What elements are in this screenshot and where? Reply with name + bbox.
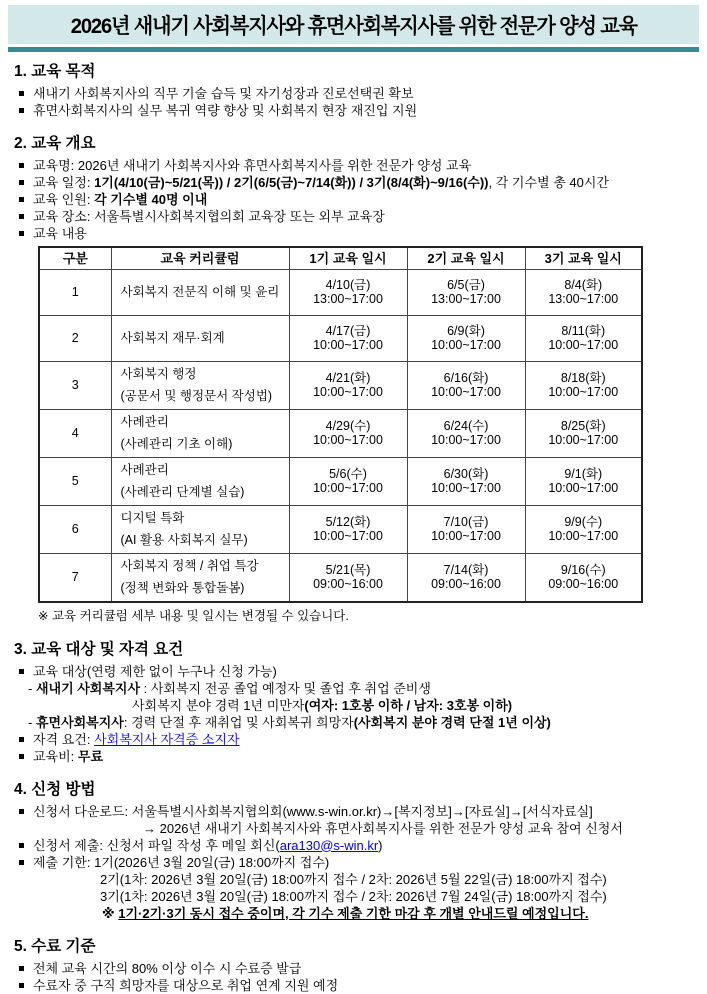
session-date: 9/9(수): [564, 514, 603, 529]
session-date: 7/10(금): [443, 514, 489, 529]
bullet-marker: [19, 91, 24, 96]
session-time: 13:00~17:00: [431, 292, 501, 306]
session-date: 8/4(화): [564, 277, 603, 292]
table-row: [39, 409, 642, 457]
col-header-session1: 1기 교육 일시: [289, 247, 407, 269]
session-date: 9/16(수): [560, 562, 606, 577]
download-cont-line: → 2026년 새내기 사회복지사와 휴면사회복지사를 위한 전문가 양성 교육 참여 신청서: [143, 820, 623, 836]
qualification-label: 자격 요건:: [33, 731, 95, 747]
section-eligibility-heading: 3. 교육 대상 및 자격 요건: [14, 640, 184, 658]
simultaneous-note-text: 1기·2기·3기 동시 접수 중이며, 각 기수 제출 기한 마감 후 개별 안내드릴 예정입니다.: [118, 905, 589, 921]
completion-item-1-text: 전체 교육 시간의 80% 이상 이수 시 수료증 발급: [33, 960, 302, 976]
row-number: 3: [39, 361, 111, 409]
session1-datetime: [289, 315, 407, 361]
session2-datetime: [407, 409, 525, 457]
row-number: 1: [39, 269, 111, 315]
session-time: 13:00~17:00: [313, 292, 383, 306]
curriculum-title: 사례관리: [120, 414, 169, 429]
session-time: 10:00~17:00: [548, 481, 619, 495]
email-link[interactable]: ara130@s-win.kr: [279, 837, 379, 853]
dash: -: [28, 714, 36, 730]
row-number: 6: [39, 505, 111, 553]
bullet-marker: [19, 843, 24, 848]
table-row: [39, 361, 642, 409]
table-header-row: [39, 247, 642, 269]
bullet-marker: [19, 108, 24, 113]
bullet-marker: [19, 737, 24, 742]
curriculum-title: 사회복지 행정: [120, 366, 197, 381]
schedule-label: 교육 일정:: [33, 175, 95, 190]
eligibility-target-text: 교육 대상(연령 제한 없이 누구나 신청 가능): [33, 663, 277, 679]
row-number: 5: [39, 457, 111, 505]
session1-datetime: [289, 553, 407, 602]
deadline-session2-line: 2기(1차: 2026년 3월 20일(금) 18:00까지 접수 / 2차: 2026년 5월 22일(금) 18:00까지 접수): [100, 871, 607, 887]
table-row: [39, 457, 642, 505]
schedule-dates: 1기(4/10(금)~5/21(목)) / 2기(6/5(금)~7/14(화)) / 3기(8/4(화)~9/16(수)): [94, 175, 489, 190]
session2-datetime: [407, 361, 525, 409]
session2-datetime: [407, 505, 525, 553]
purpose-item-2-text: 휴면사회복지사의 실무 복귀 역량 향상 및 사회복지 현장 재진입 지원: [33, 103, 418, 118]
deadline-session3-line: 3기(1차: 2026년 3월 20일(금) 18:00까지 접수 / 2차: 2026년 7월 24일(금) 18:00까지 접수): [100, 888, 607, 904]
note-mark: ※: [102, 905, 119, 921]
submit-line: [14, 837, 701, 854]
dormant-worker-line: [14, 714, 701, 731]
session-date: 6/5(금): [447, 277, 485, 292]
table-row: [39, 315, 642, 361]
session-time: 09:00~16:00: [313, 577, 383, 591]
curriculum-table: [38, 246, 643, 603]
dash: -: [28, 680, 36, 696]
session-time: 10:00~17:00: [431, 481, 501, 495]
session-time: 10:00~17:00: [313, 433, 383, 447]
col-header-curriculum: 교육 커리큘럼: [111, 247, 289, 269]
session1-datetime: [289, 361, 407, 409]
session-date: 7/14(화): [443, 562, 489, 577]
row-number: 4: [39, 409, 111, 457]
section-completion: [14, 937, 701, 994]
table-row: [39, 553, 642, 602]
bullet-marker: [19, 983, 24, 988]
section-application: [14, 780, 701, 922]
bullet-marker: [19, 231, 24, 236]
section-application-heading: 4. 신청 방법: [14, 780, 96, 798]
fee-text: [33, 748, 103, 765]
purpose-item-1-text: 새내기 사회복지사의 직무 기술 습득 및 자기성장과 진로선택권 확보: [33, 86, 414, 101]
curriculum-title: 디지털 특화: [120, 510, 185, 525]
curriculum-cell: [111, 505, 289, 553]
bullet-marker: [19, 197, 24, 202]
overview-capacity-text: [33, 191, 207, 208]
session-date: 8/11(화): [561, 323, 606, 338]
row-number: 7: [39, 553, 111, 602]
bullet-marker: [19, 163, 24, 168]
curriculum-change-note: ※ 교육 커리큘럼 세부 내용 및 일시는 변경될 수 있습니다.: [38, 608, 349, 623]
newbie-worker-cont-line: [14, 697, 701, 714]
session3-datetime: [525, 269, 642, 315]
col-header-session3: 3기 교육 일시: [525, 247, 642, 269]
session-time: 09:00~16:00: [431, 577, 501, 591]
curriculum-cell: [111, 409, 289, 457]
curriculum-cell: [111, 553, 289, 602]
capacity-value: 각 기수별 40명 이내: [94, 192, 208, 207]
purpose-item-2: [14, 102, 701, 119]
session-date: 5/6(수): [329, 466, 367, 481]
fee-label: 교육비:: [33, 748, 78, 764]
bullet-marker: [19, 860, 24, 865]
session-date: 9/1(화): [564, 466, 603, 481]
submit-desc: 신청서 제출: 신청서 파일 작성 후 메일 회신(: [33, 837, 280, 853]
document-title: 2026년 새내기 사회복지사와 휴면사회복지사를 위한 전문가 양성 교육: [70, 14, 637, 38]
submit-text: [33, 837, 383, 854]
newbie-worker-line: [14, 680, 701, 697]
session-date: 8/18(화): [560, 370, 606, 385]
purpose-item-1: [14, 85, 701, 102]
download-path-text: 신청서 다운로드: 서울특별시사회복지협의회(www.s-win.or.kr)→[복지정보]→[자료실]→[서식자료실]: [33, 803, 593, 819]
session3-datetime: [525, 457, 642, 505]
curriculum-sub: (공문서 및 행정문서 작성법): [120, 388, 273, 403]
session-time: 10:00~17:00: [431, 338, 501, 352]
section-overview: [14, 134, 701, 625]
qualification-text: [33, 731, 239, 748]
eligibility-target-line: [14, 663, 701, 680]
simultaneous-note-line: [14, 905, 701, 922]
session-time: 10:00~17:00: [431, 385, 501, 399]
curriculum-cell: [111, 361, 289, 409]
newbie-worker-desc: : 사회복지 전공 졸업 예정자 및 졸업 후 취업 준비생: [140, 680, 431, 696]
session-time: 10:00~17:00: [313, 385, 383, 399]
overview-place-line: [14, 208, 701, 225]
overview-name-text: 교육명: 2026년 새내기 사회복지사와 휴면사회복지사를 위한 전문가 양성 교육: [33, 158, 472, 173]
bullet-marker: [19, 214, 24, 219]
section-completion-heading: 5. 수료 기준: [14, 937, 96, 955]
session2-datetime: [407, 269, 525, 315]
session3-datetime: [525, 409, 642, 457]
section-overview-heading: 2. 교육 개요: [14, 135, 96, 152]
session-date: 4/29(수): [325, 418, 371, 433]
row-number: 2: [39, 315, 111, 361]
bullet-marker: [19, 809, 24, 814]
session-time: 10:00~17:00: [548, 385, 619, 399]
session-date: 6/16(화): [443, 370, 489, 385]
dormant-worker-desc: : 경력 단절 후 재취업 및 사회복귀 희망자: [123, 714, 354, 730]
table-row: [39, 269, 642, 315]
curriculum-sub: (사례관리 단계별 실습): [120, 484, 245, 499]
deadline-session1-text: 제출 기한: 1기(2026년 3월 20일(금) 18:00까지 접수): [33, 854, 330, 870]
session-date: 5/12(화): [325, 514, 371, 529]
session-time: 10:00~17:00: [548, 338, 619, 352]
col-header-no: 구분: [39, 247, 111, 269]
session3-datetime: [525, 315, 642, 361]
curriculum-title: 사회복지 재무·회계: [120, 330, 225, 345]
completion-item-2: [14, 977, 701, 994]
session3-datetime: [525, 553, 642, 602]
certificate-holder-link[interactable]: 사회복지사 자격증 소지자: [94, 731, 240, 747]
deadline-line: [14, 854, 701, 871]
overview-content-line: [14, 225, 701, 242]
document-body: [0, 52, 707, 994]
newbie-worker-label: 새내기 사회복지사: [35, 680, 141, 696]
table-row: [39, 505, 642, 553]
session-date: 5/21(목): [325, 562, 371, 577]
session-time: 10:00~17:00: [313, 529, 383, 543]
curriculum-cell: [111, 457, 289, 505]
section-purpose: [14, 62, 701, 119]
session1-datetime: [289, 457, 407, 505]
session-date: 4/21(화): [325, 370, 371, 385]
curriculum-title: 사례관리: [120, 462, 169, 477]
bullet-marker: [19, 754, 24, 759]
session-time: 09:00~16:00: [548, 577, 619, 591]
session-time: 10:00~17:00: [431, 433, 501, 447]
bullet-marker: [19, 669, 24, 674]
qualification-line: [14, 731, 701, 748]
session1-datetime: [289, 505, 407, 553]
curriculum-sub: (사례관리 기초 이해): [120, 436, 233, 451]
bullet-marker: [19, 180, 24, 185]
section-eligibility: [14, 640, 701, 765]
curriculum-title: 사회복지 정책 / 취업 특강: [120, 558, 259, 573]
session-time: 10:00~17:00: [313, 338, 383, 352]
dormant-worker-condition: (사회복지 분야 경력 단절 1년 이상): [353, 714, 551, 730]
session2-datetime: [407, 553, 525, 602]
curriculum-cell: [111, 315, 289, 361]
overview-schedule-line: [14, 174, 701, 191]
newbie-career-text: 사회복지 분야 경력 1년 미만자: [132, 697, 305, 713]
session-time: 10:00~17:00: [431, 529, 501, 543]
submit-close-paren: ): [378, 837, 383, 853]
completion-item-1: [14, 960, 701, 977]
session-time: 10:00~17:00: [548, 529, 619, 543]
curriculum-sub: (정책 변화와 통합돌봄): [120, 580, 245, 595]
overview-name-line: [14, 157, 701, 174]
session-time: 13:00~17:00: [548, 292, 619, 306]
fee-value: 무료: [77, 748, 104, 764]
overview-schedule-text: [33, 174, 609, 191]
col-header-session2: 2기 교육 일시: [407, 247, 525, 269]
session1-datetime: [289, 409, 407, 457]
overview-place-text: 교육 장소: 서울특별시사회복지협의회 교육장 또는 외부 교육장: [33, 209, 385, 224]
session3-datetime: [525, 505, 642, 553]
overview-content-text: 교육 내용: [33, 226, 87, 241]
session1-datetime: [289, 269, 407, 315]
newbie-career-condition: (여자: 1호봉 이하 / 남자: 3호봉 이하): [304, 697, 513, 713]
session-date: 6/24(수): [443, 418, 489, 433]
download-line: [14, 803, 701, 820]
document-page: [0, 5, 707, 993]
session-date: 6/9(화): [447, 323, 485, 338]
section-purpose-heading: 1. 교육 목적: [14, 63, 96, 80]
title-banner: [8, 5, 699, 44]
schedule-hours: , 각 기수별 총 40시간: [488, 175, 609, 190]
completion-item-2-text: 수료자 중 구직 희망자를 대상으로 취업 연계 지원 예정: [33, 977, 339, 993]
session-date: 4/10(금): [325, 277, 371, 292]
overview-capacity-line: [14, 191, 701, 208]
dormant-worker-label: 휴면사회복지사: [35, 714, 124, 730]
curriculum-sub: (AI 활용 사회복지 실무): [120, 532, 248, 547]
curriculum-cell: [111, 269, 289, 315]
curriculum-title: 사회복지 전문직 이해 및 윤리: [120, 284, 280, 299]
session-time: 10:00~17:00: [313, 481, 383, 495]
fee-line: [14, 748, 701, 765]
session-date: 6/30(화): [443, 466, 489, 481]
session-date: 4/17(금): [325, 323, 371, 338]
session-date: 8/25(화): [560, 418, 606, 433]
session3-datetime: [525, 361, 642, 409]
session2-datetime: [407, 457, 525, 505]
capacity-label: 교육 인원:: [33, 192, 95, 207]
session-time: 10:00~17:00: [548, 433, 619, 447]
bullet-marker: [19, 966, 24, 971]
session2-datetime: [407, 315, 525, 361]
